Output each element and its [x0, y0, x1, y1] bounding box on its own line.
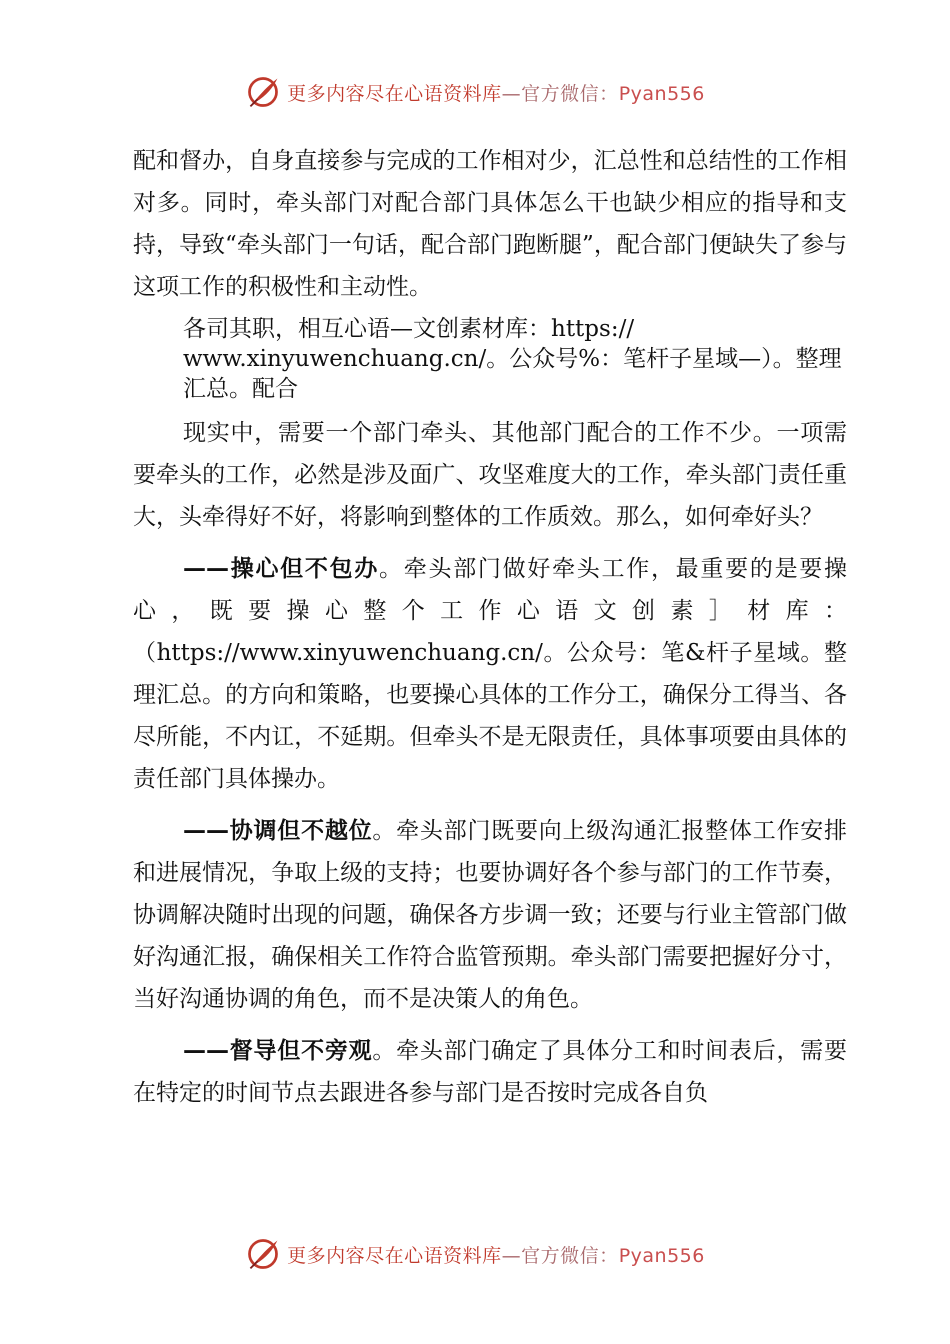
quill-logo-icon	[245, 74, 281, 110]
paragraph-5	[133, 1030, 847, 1114]
header-banner	[0, 70, 950, 114]
point-heading-2: ——协调但不越位	[183, 818, 373, 844]
point-heading-3: ——督导但不旁观	[183, 1038, 373, 1064]
point-body-2: 。牵头部门既要向上级沟通汇报整体工作安排和进展情况，争取上级的支持；也要协调好各个参与部门的工作节奏，协调解决随时出现的问题，确保各方步调一致；还要与行业主管部门做好沟通汇报，确保相关工作符合监管预期。牵头部门需要把握好分寸，当好沟通协调的角色，而不是决策人的角色。	[133, 818, 848, 1012]
quill-logo-icon	[245, 1236, 281, 1272]
banner-main-text: 更多内容尽在心语资料库	[287, 82, 502, 105]
note-line-3: 汇总。配合	[183, 376, 298, 402]
banner-sub-text: —官方微信：	[501, 1244, 619, 1267]
paragraph-4	[133, 810, 847, 1020]
banner-text	[287, 79, 705, 106]
paragraph-2: 现实中，需要一个部门牵头、其他部门配合的工作不少。一项需要牵头的工作，必然是涉及面广、攻坚难度大的工作，牵头部门责任重大，头牵得好不好，将影响到整体的工作质效。那么，如何牵好头？	[133, 420, 847, 530]
inserted-note	[183, 314, 847, 404]
banner-text	[287, 1241, 705, 1268]
banner-wechat-id: Pyan556	[618, 1244, 705, 1267]
note-line-1: 各司其职，相互心语—文创素材库：https://	[183, 316, 635, 342]
note-line-2: www.xinyuwenchuang.cn/。公众号%：笔杆子星域—）。整理	[183, 346, 842, 372]
paragraph-1: 配和督办，自身直接参与完成的工作相对少，汇总性和总结性的工作相对多。同时，牵头部门对配合部门具体怎么干也缺少相应的指导和支持，导致“牵头部门一句话，配合部门跑断腿”，配合部门便缺失了参与这项工作的积极性和主动性。	[133, 148, 847, 300]
point-body-3: 。牵头部门确定了具体分工和时间表后，需要在特定的时间节点去跟进各参与部门是否按时完成各自负	[133, 1038, 848, 1106]
banner-sub-text: —官方微信：	[501, 82, 619, 105]
footer-banner	[0, 1232, 950, 1276]
paragraph-3	[133, 548, 847, 800]
point-body-1: 。牵头部门做好牵头工作，最重要的是要操心，既要操心整个工作心语文创素］材库：（https://www.xinyuwenchuang.cn/。公众号：笔&杆子星域。整理汇总。的方向和策略，也要操心具体的工作分工，确保分工得当、各尽所能，不内讧，不延期。但牵头不是无限责任，具体事项要由具体的责任部门具体操办。	[133, 556, 848, 792]
point-heading-1: ——操心但不包办	[183, 556, 380, 582]
banner-wechat-id: Pyan556	[618, 82, 705, 105]
banner-main-text: 更多内容尽在心语资料库	[287, 1244, 502, 1267]
document-body	[133, 140, 847, 1120]
